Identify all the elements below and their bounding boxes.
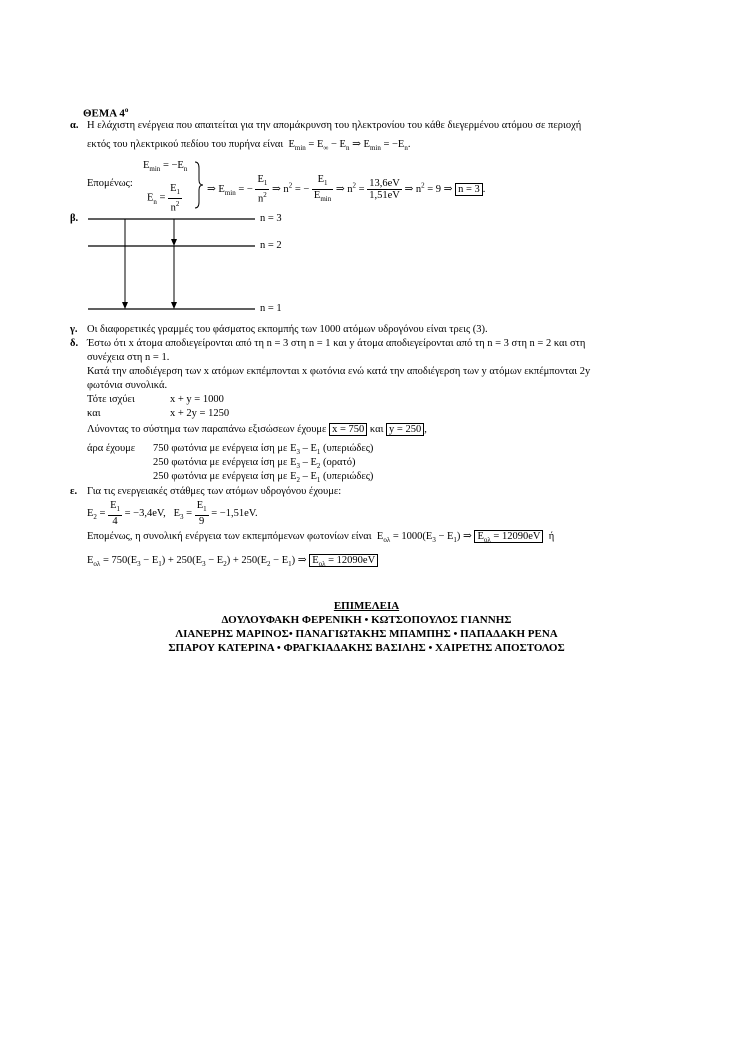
level-label-n3: n = 3 [260, 213, 282, 224]
photon-line-1: 750 φωτόνια με ενέργεια ίση με $E_3 - E_1$ (υπεριώδες) [153, 443, 374, 457]
section-title: ΘΕΜΑ $4^o$ [83, 106, 129, 120]
part-a-derivation: ⇒ $E_{min}$ = − $\frac{E_1}{n^2}$ ⇒ $n^2$ = − $\frac{E_1}{E_{min}}$ ⇒ $n^2$ = $\frac{13,6eV}{1,51eV}$ ⇒ $n^2 = 9$ ⇒ n = 3 . [207, 174, 486, 205]
credits-line-1: ΔΟΥΛΟΥΦΑΚΗ ΦΕΡΕΝΙΚΗ • ΚΩΤΣΟΠΟΥΛΟΣ ΓΙΑΝΝΗΣ [221, 614, 512, 626]
level-label-n1: n = 1 [260, 303, 282, 314]
x-result: x = 750 [329, 423, 367, 436]
photon-line-2: 250 φωτόνια με ενέργεια ίση με $E_3 - E_2$ (ορατό) [153, 457, 356, 471]
part-d-line4: φωτόνια συνολικά. [87, 380, 168, 391]
part-a-eq-top: $E_{min} = -E_n$ [143, 160, 188, 174]
brace-icon [193, 160, 205, 210]
arrowhead-2-1 [171, 302, 177, 309]
total-result-1: $E_{o\lambda} = 12090eV$ [474, 530, 543, 543]
part-e-intro: Για τις ενεργειακές στάθμες των ατόμων υδρογόνου έχουμε: [87, 486, 342, 497]
y-result: y = 250 [386, 423, 424, 436]
part-a-line2: εκτός του ηλεκτρικού πεδίου του πυρήνα είναι $E_{min} = E_\infty - E_n$ ⇒ $E_{min} = -E_n$. [87, 139, 411, 153]
part-a-result: n = 3 [455, 183, 483, 196]
part-e-levels: $E_2$ = $\frac{E_1}{4}$ = −3,4eV, $E_3$ = $\frac{E_1}{9}$ = −1,51eV. [87, 500, 258, 528]
arrowhead-3-1 [122, 302, 128, 309]
part-d-label: δ. [70, 338, 79, 349]
part-b-label: β. [70, 213, 79, 224]
part-d-kai: και [87, 408, 101, 419]
part-a-eq-bottom: $E_n$ = $\frac{E_1}{n^2}$ [147, 183, 181, 214]
part-e-alt: $E_{o\lambda} = 750(E_3 - E_1) + 250(E_3 - E_2) + 250(E_2 - E_1)$ ⇒ $E_{o\lambda} = 12090eV$ [87, 554, 378, 568]
part-d-tote: Τότε ισχύει [87, 394, 135, 405]
arrowhead-3-2 [171, 239, 177, 246]
part-e-total: Επομένως, η συνολική ενέργεια των εκπεμπόμενων φωτονίων είναι $E_{o\lambda} = 1000(E_3 - E_1)$ ⇒ $E_{o\lambda} = 12090eV$ ή [87, 531, 555, 545]
energy-level-diagram [85, 213, 285, 318]
part-e-label: ε. [70, 486, 78, 497]
part-g-label: γ. [70, 324, 78, 335]
part-d-line3: Κατά την αποδιέγερση των x ατόμων εκπέμπονται x φωτόνια ενώ κατά την αποδιέγερση των y ατόμων εκπέμπονται 2y [87, 366, 591, 377]
credits-heading: ΕΠΙΜΕΛΕΙΑ [333, 600, 400, 612]
part-d-line2: συνέχεια στη n = 1. [87, 352, 170, 363]
part-d-eq1: x + y = 1000 [170, 394, 224, 405]
part-d-solving: Λύνοντας το σύστημα των παραπάνω εξισώσεων έχουμε x = 750 και y = 250 , [87, 424, 427, 435]
part-g-text: Οι διαφορετικές γραμμές του φάσματος εκπομπής των 1000 ατόμων υδρογόνου είναι τρεις (3). [87, 324, 488, 335]
part-d-line1: Έστω ότι x άτομα αποδιεγείρονται από τη n = 3 στη n = 1 και y άτομα αποδιεγείρονται από τη n = 3 στη n = 2 και στη [87, 338, 586, 349]
part-a-epomenos: Επομένως: [87, 178, 133, 189]
photon-line-3: 250 φωτόνια με ενέργεια ίση με $E_2 - E_1$ (υπεριώδες) [153, 471, 374, 485]
credits-line-3: ΣΠΑΡΟΥ ΚΑΤΕΡΙΝΑ • ΦΡΑΓΚΙΑΔΑΚΗΣ ΒΑΣΙΛΗΣ • ΧΑΙΡΕΤΗΣ ΑΠΟΣΤΟΛΟΣ [168, 642, 565, 654]
part-a-line1: Η ελάχιστη ενέργεια που απαιτείται για την απομάκρυνση του ηλεκτρονίου του κάθε διεγερμένου ατόμου σε περιοχή [87, 120, 582, 131]
part-d-eq2: x + 2y = 1250 [170, 408, 230, 419]
part-d-ara: άρα έχουμε [87, 443, 136, 454]
level-label-n2: n = 2 [260, 240, 282, 251]
credits-line-2: ΛΙΑΝΕΡΗΣ ΜΑΡΙΝΟΣ• ΠΑΝΑΓΙΩΤΑΚΗΣ ΜΠΑΜΠΗΣ • ΠΑΠΑΔΑΚΗ ΡΕΝΑ [175, 628, 558, 640]
part-a-label: α. [70, 120, 79, 131]
total-result-2: $E_{o\lambda} = 12090eV$ [309, 554, 378, 567]
